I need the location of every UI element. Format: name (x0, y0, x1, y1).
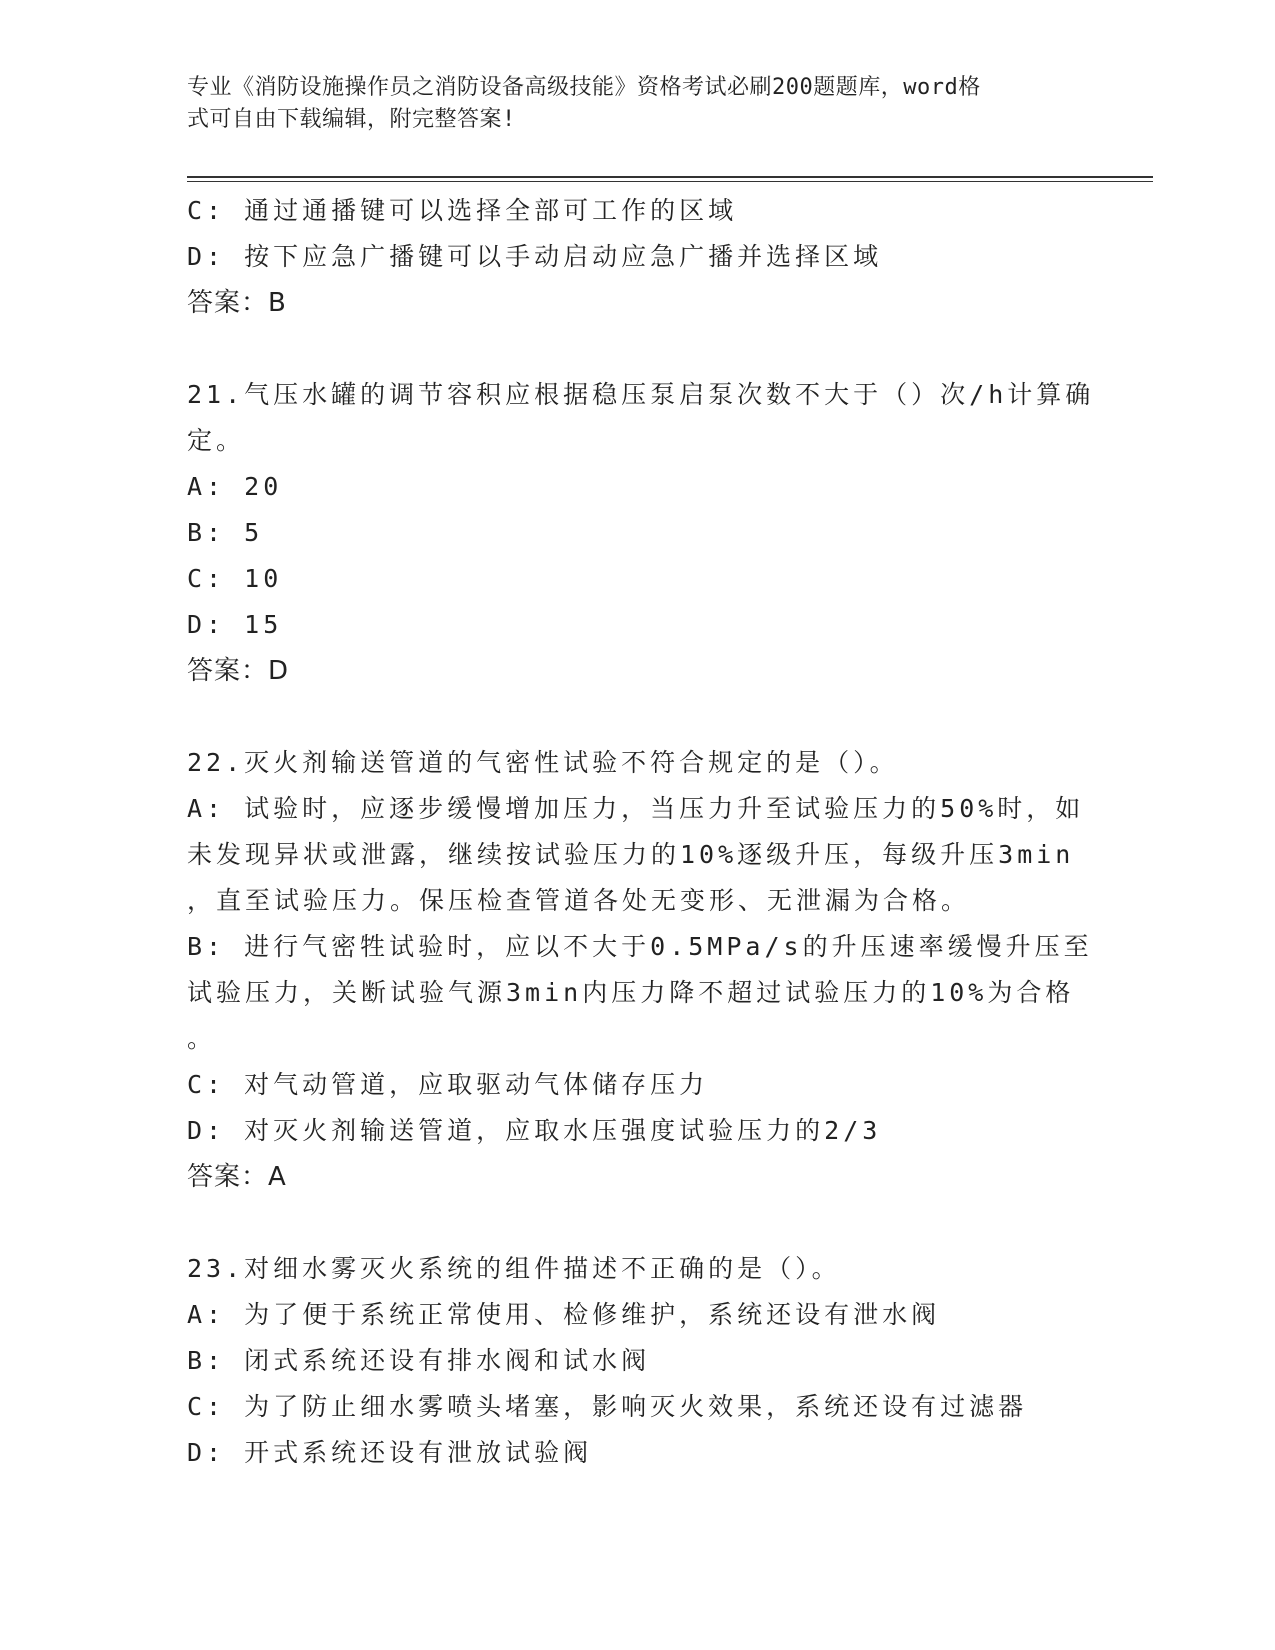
q22-option-a-line-1: A: 试验时，应逐步缓慢增加压力，当压力升至试验压力的50%时，如 (187, 794, 1085, 823)
q21-option-a: A: 20 (187, 472, 283, 501)
q21-option-c: C: 10 (187, 564, 283, 593)
q22-option-d: D: 对灭火剂输送管道，应取水压强度试验压力的2/3 (187, 1116, 882, 1145)
q23-option-b: B: 闭式系统还设有排水阀和试水阀 (187, 1346, 651, 1375)
question-23 (187, 1246, 1087, 1476)
header-divider-thick (187, 176, 1153, 178)
q21-option-d: D: 15 (187, 610, 283, 639)
q23-option-d: D: 开式系统还设有泄放试验阀 (187, 1438, 593, 1467)
q20-answer: 答案：B (187, 288, 287, 318)
q22-answer: 答案：A (187, 1162, 287, 1192)
header-divider-thin (187, 181, 1153, 182)
question-22 (187, 740, 1093, 1200)
header-line-2: 式可自由下载编辑，附完整答案! (187, 107, 516, 132)
q21-option-b: B: 5 (187, 518, 264, 547)
question-list (187, 188, 1095, 1476)
q22-stem: 22.灭火剂输送管道的气密性试验不符合规定的是（）。 (187, 748, 899, 777)
q21-stem-line-2: 定。 (187, 426, 246, 455)
header-line-1: 专业《消防设施操作员之消防设备高级技能》资格考试必刷200题题库，word格 (187, 75, 981, 100)
q22-option-a-line-2: 未发现异状或泄露，继续按试验压力的10%逐级升压，每级升压3min (187, 840, 1075, 869)
q20-option-d: D: 按下应急广播键可以手动启动应急广播并选择区域 (187, 242, 883, 271)
document-header (187, 72, 1067, 136)
spacer (187, 694, 1087, 740)
q23-option-a: A: 为了便于系统正常使用、检修维护，系统还设有泄水阀 (187, 1300, 941, 1329)
spacer (187, 1200, 1087, 1246)
question-20-tail (187, 188, 1087, 326)
q23-stem: 23.对细水雾灭火系统的组件描述不正确的是（）。 (187, 1254, 841, 1283)
q21-stem-line-1: 21.气压水罐的调节容积应根据稳压泵启泵次数不大于（）次/h计算确 (187, 380, 1095, 409)
q21-answer: 答案：D (187, 656, 290, 686)
q23-option-c: C: 为了防止细水雾喷头堵塞，影响灭火效果，系统还设有过滤器 (187, 1392, 1028, 1421)
q22-option-a-line-3: ，直至试验压力。保压检查管道各处无变形、无泄漏为合格。 (187, 886, 971, 915)
question-21 (187, 372, 1095, 694)
spacer (187, 326, 1087, 372)
q22-option-b-line-3: 。 (187, 1024, 217, 1053)
q22-option-b-line-2: 试验压力，关断试验气源3min内压力降不超过试验压力的10%为合格 (187, 978, 1075, 1007)
q22-option-b-line-1: B: 进行气密牲试验时，应以不大于0.5MPa/s的升压速率缓慢升压至 (187, 932, 1093, 961)
q20-option-c: C: 通过通播键可以选择全部可工作的区域 (187, 196, 738, 225)
q22-option-c: C: 对气动管道，应取驱动气体储存压力 (187, 1070, 709, 1099)
